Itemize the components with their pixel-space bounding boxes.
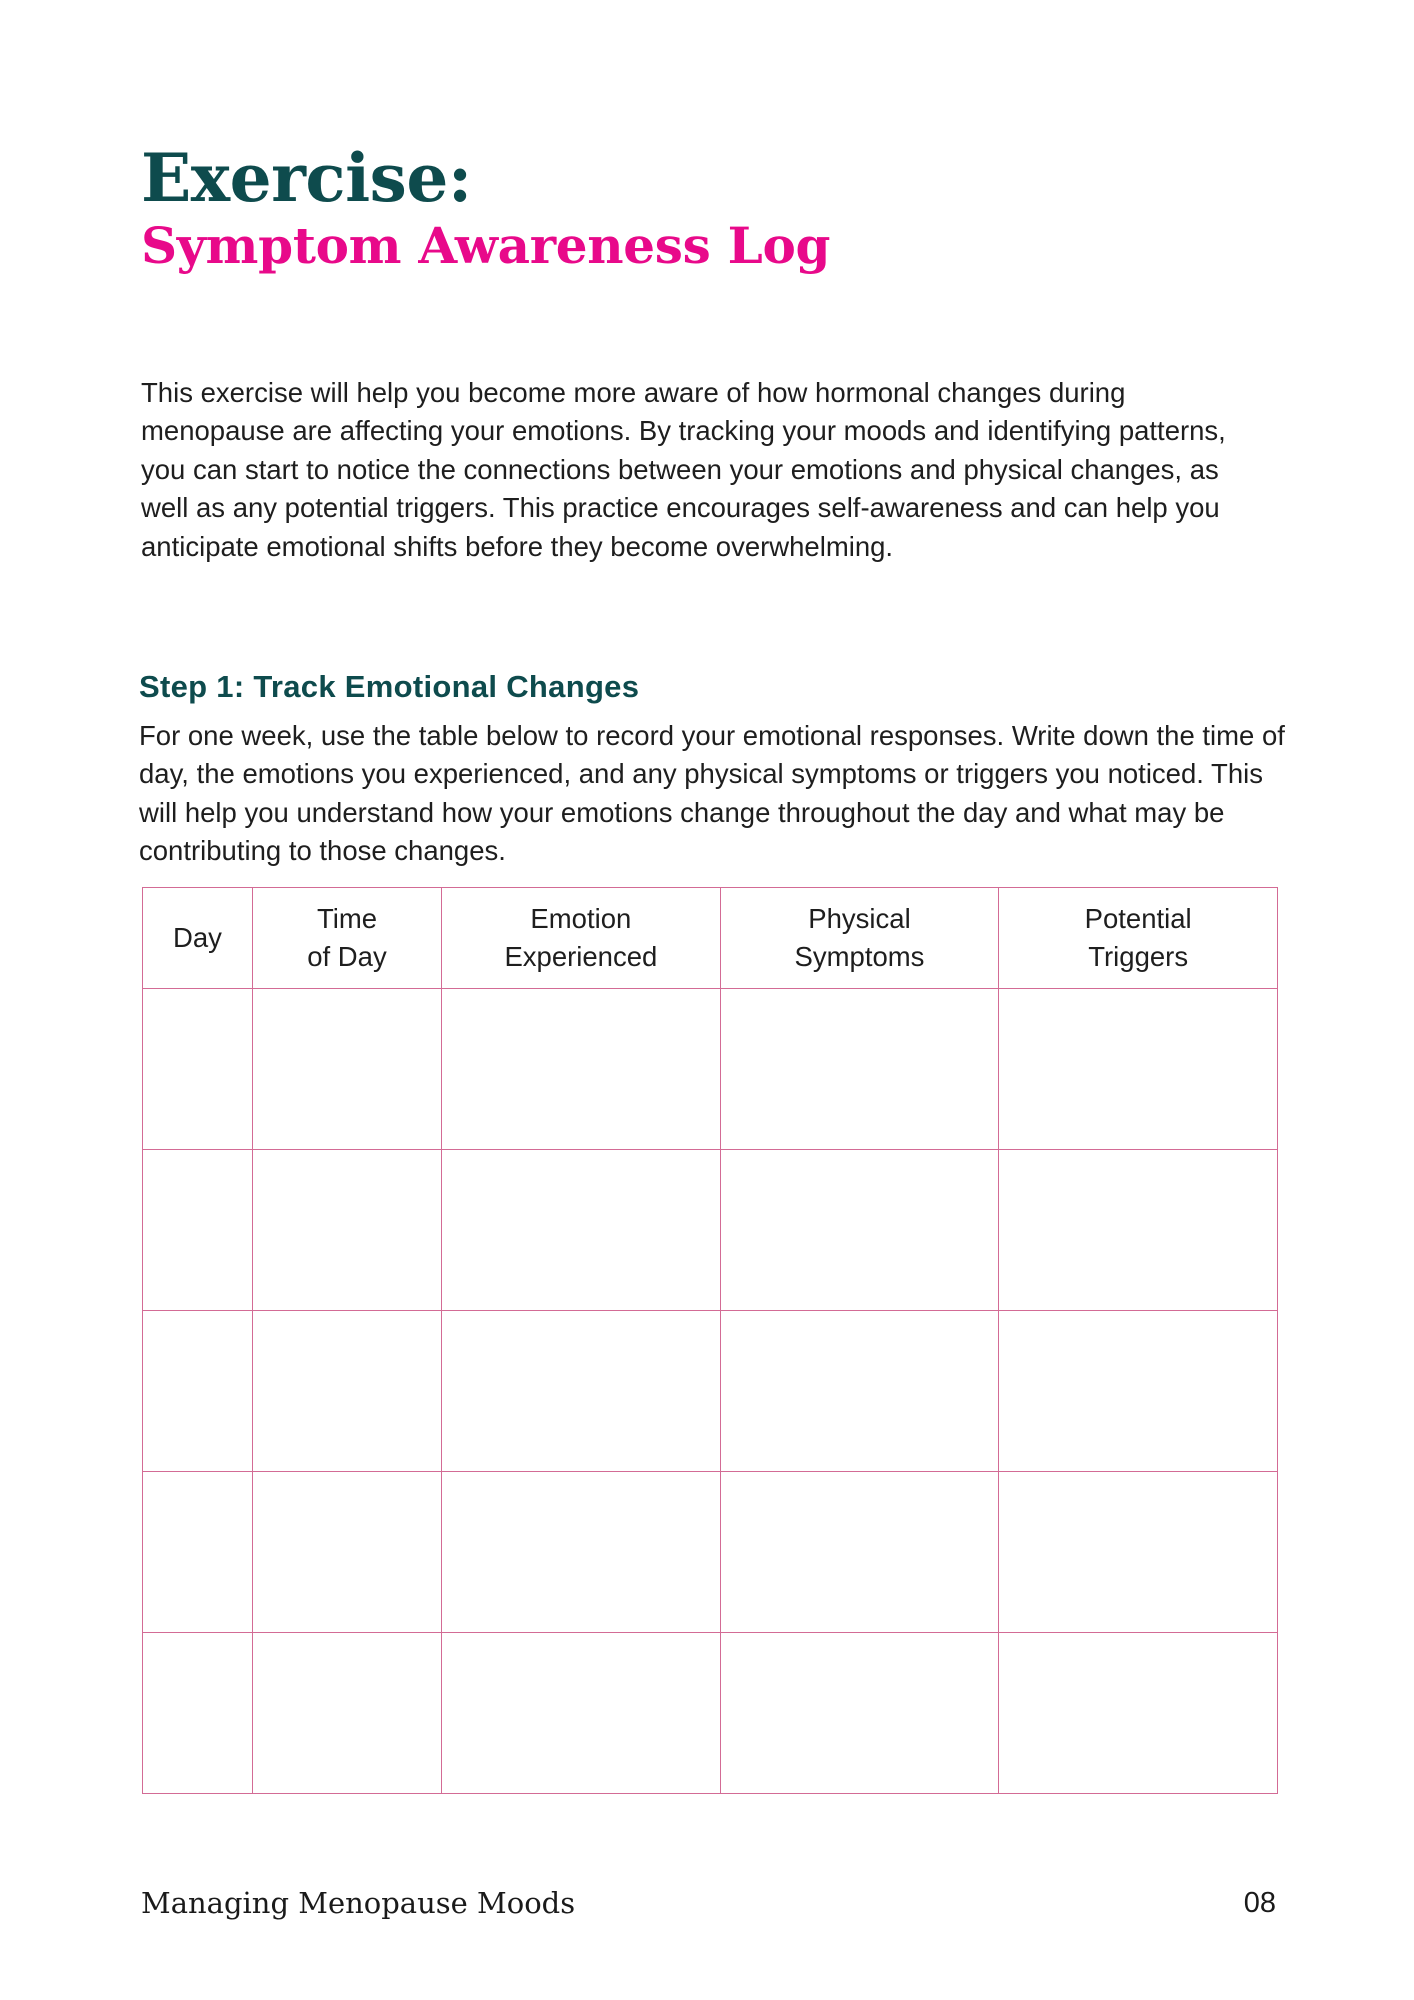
step-1-heading: Step 1: Track Emotional Changes	[139, 669, 640, 704]
column-header-emotion-experienced	[442, 888, 721, 989]
table-cell-physical-symptoms[interactable]	[720, 1633, 999, 1794]
column-header-line: Triggers	[1088, 941, 1189, 972]
table-cell-physical-symptoms[interactable]	[720, 1150, 999, 1311]
step-1-instructions: For one week, use the table below to record your emotional responses. Write down the time of day, the emotions you experienced, and any physical symptoms or triggers you noticed. This will help you understand how your emotions change throughout the day and what may be contributing to those changes.	[139, 720, 1285, 867]
table-cell-time-of-day[interactable]	[252, 1150, 441, 1311]
table-cell-potential-triggers[interactable]	[999, 1311, 1278, 1472]
column-header-physical-symptoms	[720, 888, 999, 989]
table-header-row	[143, 888, 1278, 989]
table-cell-day[interactable]	[143, 1311, 253, 1472]
table-cell-emotion[interactable]	[442, 1311, 721, 1472]
page-number: 08	[1243, 1887, 1276, 1919]
column-header-day	[143, 888, 253, 989]
table-cell-physical-symptoms[interactable]	[720, 989, 999, 1150]
column-header-line: Symptoms	[794, 941, 925, 972]
intro-paragraph: This exercise will help you become more aware of how hormonal changes during menopause are affecting your emotions. By tracking your moods and identifying patterns, you can start to notice the connections between your emotions and physical changes, as well as any potential triggers. This practice encourages self-awareness and can help you anticipate emotional shifts before they become overwhelming.	[141, 377, 1226, 562]
table-cell-physical-symptoms[interactable]	[720, 1472, 999, 1633]
table-row	[143, 1633, 1278, 1794]
table-cell-emotion[interactable]	[442, 989, 721, 1150]
page-title: Exercise:	[141, 139, 472, 217]
table-cell-potential-triggers[interactable]	[999, 989, 1278, 1150]
symptom-log-table	[142, 887, 1278, 1794]
column-header-potential-triggers	[999, 888, 1278, 989]
table-cell-day[interactable]	[143, 1633, 253, 1794]
table-cell-emotion[interactable]	[442, 1633, 721, 1794]
column-header-line: Day	[173, 922, 222, 953]
page-subtitle: Symptom Awareness Log	[141, 216, 831, 275]
table-cell-emotion[interactable]	[442, 1472, 721, 1633]
column-header-line: Physical	[808, 903, 911, 934]
table-cell-time-of-day[interactable]	[252, 1633, 441, 1794]
column-header-line: of Day	[307, 941, 387, 972]
table-row	[143, 1472, 1278, 1633]
table-cell-time-of-day[interactable]	[252, 989, 441, 1150]
column-header-line: Time	[316, 903, 378, 934]
footer-document-title: Managing Menopause Moods	[141, 1886, 576, 1920]
table-row	[143, 989, 1278, 1150]
table-row	[143, 1150, 1278, 1311]
table-cell-physical-symptoms[interactable]	[720, 1311, 999, 1472]
table-cell-potential-triggers[interactable]	[999, 1150, 1278, 1311]
column-header-line: Emotion	[530, 903, 632, 934]
table-cell-potential-triggers[interactable]	[999, 1633, 1278, 1794]
table-cell-day[interactable]	[143, 1150, 253, 1311]
table-cell-emotion[interactable]	[442, 1150, 721, 1311]
table-cell-day[interactable]	[143, 1472, 253, 1633]
table-cell-time-of-day[interactable]	[252, 1311, 441, 1472]
table-cell-potential-triggers[interactable]	[999, 1472, 1278, 1633]
table-row	[143, 1311, 1278, 1472]
table-cell-time-of-day[interactable]	[252, 1472, 441, 1633]
column-header-time-of-day	[252, 888, 441, 989]
table-cell-day[interactable]	[143, 989, 253, 1150]
column-header-line: Experienced	[504, 941, 658, 972]
column-header-line: Potential	[1084, 903, 1192, 934]
